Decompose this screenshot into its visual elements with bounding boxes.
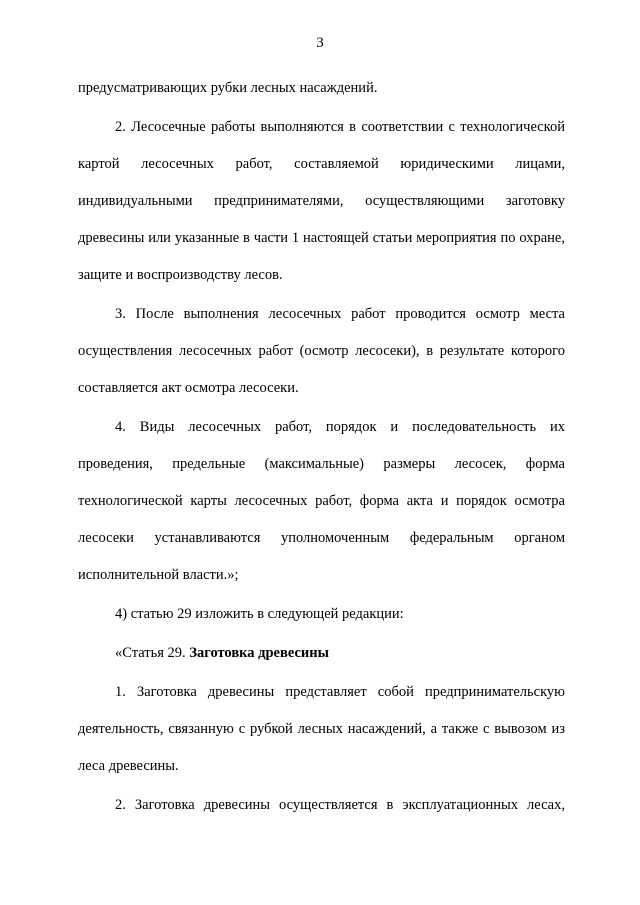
paragraph-continuation: предусматривающих рубки лесных насаждений. — [78, 80, 378, 96]
page-number: 3 — [316, 35, 324, 51]
paragraph-item-4: 4. Виды лесосечных работ, порядок и последовательность их проведения, предельные (максимальные) размеры лесосек, форма технологической карты лесосечных работ, форма акта и порядок осмотра лесосеки устанавливаются уполномоченным федеральным органом исполнительной власти.»; — [78, 419, 565, 583]
document-body — [78, 70, 565, 824]
paragraph-article-item-1: 1. Заготовка древесины представляет собой предпринимательскую деятельность, связанную с рубкой лесных насаждений, а также с вывозом из леса древесины. — [78, 684, 565, 774]
paragraph-item-3: 3. После выполнения лесосечных работ проводится осмотр места осуществления лесосечных работ (осмотр лесосеки), в результате которого составляется акт осмотра лесосеки. — [78, 306, 565, 396]
article-heading — [78, 635, 565, 672]
article-heading-title: Заготовка древесины — [189, 645, 329, 661]
article-heading-prefix: «Статья 29. — [115, 645, 190, 661]
paragraph-article-item-2: 2. Заготовка древесины осуществляется в эксплуатационных лесах, — [115, 797, 565, 813]
paragraph-amendment-4: 4) статью 29 изложить в следующей редакции: — [115, 606, 404, 622]
paragraph-item-2: 2. Лесосечные работы выполняются в соответствии с технологической картой лесосечных работ, составляемой юридическими лицами, индивидуальными предпринимателями, осуществляющими заготовку древесины или указанные в части 1 настоящей статьи мероприятия по охране, защите и воспроизводству лесов. — [78, 119, 565, 283]
